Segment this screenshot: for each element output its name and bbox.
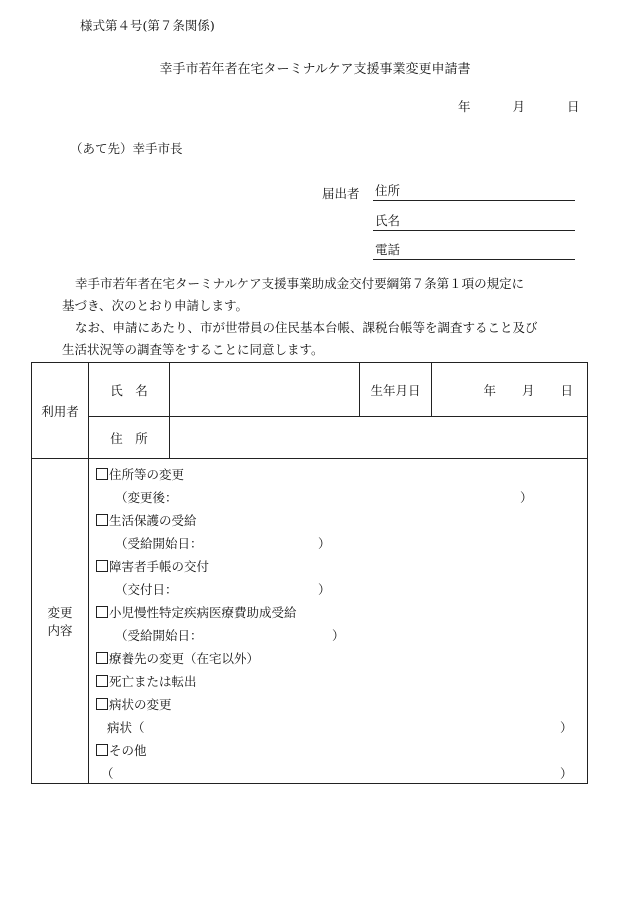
checkbox[interactable] <box>96 468 108 480</box>
address-label-cell <box>89 417 170 459</box>
birthdate-input[interactable] <box>432 363 588 417</box>
body-line-1: 幸手市若年者在宅ターミナルケア支援事業助成金交付要綱第７条第１項の規定に <box>75 276 525 291</box>
change-item-condition[interactable]: 病状の変更 <box>96 695 172 713</box>
body-line-4: 生活状況等の調査等をすることに同意します。 <box>62 342 324 357</box>
change-detail-pediatric[interactable]: （受給開始日： <box>115 628 203 643</box>
user-label-cell <box>32 363 89 459</box>
checkbox[interactable] <box>96 652 108 664</box>
paren-close: ） <box>332 628 345 643</box>
user-name-label: 氏 名 <box>110 382 148 398</box>
paren-close: ） <box>560 720 573 735</box>
change-item-death[interactable]: 死亡または転出 <box>96 672 197 690</box>
changes-label-cell <box>32 459 89 784</box>
body-line-2: 基づき、次のとおり申請します。 <box>62 298 249 313</box>
form-number: 様式第４号(第７条関係) <box>80 18 215 33</box>
birth-month-unit: 月 <box>521 382 535 398</box>
change-detail-welfare[interactable]: （受給開始日： <box>115 536 203 551</box>
address-label: 住所 <box>375 183 401 198</box>
paren-close: ） <box>318 582 331 597</box>
date-line <box>458 97 579 115</box>
applicant-label: 届出者 <box>322 186 360 201</box>
change-item-care-place[interactable]: 療養先の変更（在宅以外） <box>96 649 259 667</box>
birth-year-unit: 年 <box>483 382 496 398</box>
change-item-address[interactable]: 住所等の変更 <box>96 465 184 483</box>
applicant-address-field[interactable] <box>373 182 575 201</box>
birthdate-label: 生年月日 <box>370 382 421 398</box>
paren-close: ） <box>560 766 573 781</box>
user-label: 利用者 <box>41 403 79 419</box>
body-paragraph <box>62 273 582 361</box>
checkbox[interactable] <box>96 744 108 756</box>
change-item-welfare[interactable]: 生活保護の受給 <box>96 511 197 529</box>
change-detail-address[interactable]: （変更後： <box>115 490 178 505</box>
checkbox[interactable] <box>96 698 108 710</box>
birth-day-unit: 日 <box>560 382 573 398</box>
user-name-input[interactable] <box>170 363 360 417</box>
changes-content-cell <box>89 459 588 784</box>
user-address-label: 住 所 <box>110 430 148 446</box>
user-address-input[interactable] <box>170 417 588 459</box>
body-line-3: なお、申請にあたり、市が世帯員の住民基本台帳、課税台帳等を調査すること及び <box>75 320 538 335</box>
addressee: （あて先）幸手市長 <box>70 141 183 156</box>
application-table <box>31 362 588 784</box>
change-item-other[interactable]: その他 <box>96 741 147 759</box>
checkbox[interactable] <box>96 606 108 618</box>
changes-label-line2: 内容 <box>47 623 73 638</box>
checkbox[interactable] <box>96 675 108 687</box>
change-detail-disability[interactable]: （交付日： <box>115 582 178 597</box>
date-year: 年 <box>458 99 471 114</box>
applicant-phone-field[interactable] <box>373 241 575 260</box>
applicant-name-field[interactable] <box>373 212 575 231</box>
checkbox[interactable] <box>96 560 108 572</box>
date-day: 日 <box>566 99 580 114</box>
change-item-pediatric[interactable]: 小児慢性特定疾病医療費助成受給 <box>96 603 297 621</box>
change-item-disability[interactable]: 障害者手帳の交付 <box>96 557 209 575</box>
paren-close: ） <box>520 490 533 505</box>
change-detail-condition[interactable]: 病状（ <box>107 720 145 735</box>
phone-label: 電話 <box>375 242 401 257</box>
birthdate-label-cell <box>360 363 432 417</box>
change-detail-other[interactable]: （ <box>101 766 114 781</box>
changes-label-line1: 変更 <box>47 605 73 620</box>
name-label: 氏名 <box>375 213 401 228</box>
paren-close: ） <box>318 536 331 551</box>
name-label-cell <box>89 363 170 417</box>
date-month: 月 <box>512 99 525 114</box>
document-title: 幸手市若年者在宅ターミナルケア支援事業変更申請書 <box>159 62 471 77</box>
checkbox[interactable] <box>96 514 108 526</box>
